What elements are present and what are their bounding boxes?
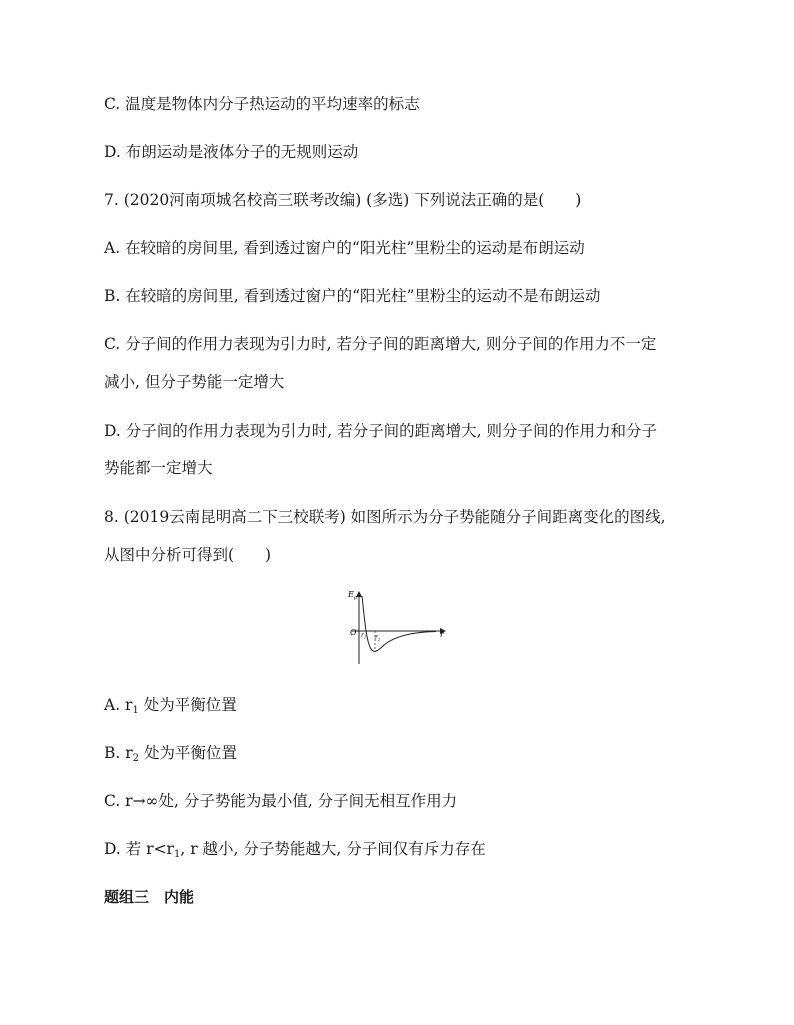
y-axis-label: $E_p$: [348, 590, 358, 601]
option-7c-line1: C. 分子间的作用力表现为引力时, 若分子间的距离增大, 则分子间的作用力不一定: [104, 335, 657, 353]
option-6d: D. 布朗运动是液体分子的无规则运动: [104, 143, 359, 161]
option-7d-line2: 势能都一定增大: [104, 459, 213, 477]
option-7d-line1: D. 分子间的作用力表现为引力时, 若分子间的距离增大, 则分子间的作用力和分子: [104, 422, 657, 440]
question-7-stem: 7. (2020河南项城名校高三联考改编) (多选) 下列说法正确的是( ): [104, 191, 582, 209]
option-7c-line2: 减小, 但分子势能一定增大: [104, 373, 285, 391]
option-8a: A. r1 处为平衡位置: [104, 696, 237, 716]
option-7b: B. 在较暗的房间里, 看到透过窗户的“阳光柱”里粉尘的运动不是布朗运动: [104, 287, 601, 305]
r1-label: $r_1$: [361, 632, 367, 640]
potential-energy-figure: [340, 584, 460, 670]
question-8-stem-line1: 8. (2019云南昆明高二下三校联考) 如图所示为分子势能随分子间距离变化的图线,: [104, 508, 666, 526]
question-8-stem-line2: 从图中分析可得到( ): [104, 546, 272, 564]
section-heading: 题组三 内能: [104, 888, 195, 906]
option-8d: D. 若 r<r1, r 越小, 分子势能越大, 分子间仅有斥力存在: [104, 840, 486, 860]
option-8c: C. r→∞处, 分子势能为最小值, 分子间无相互作用力: [104, 792, 458, 810]
option-8b: B. r2 处为平衡位置: [104, 744, 237, 764]
potential-curve: [362, 596, 436, 651]
origin-label: O: [350, 628, 357, 637]
r2-label: $r_2$: [375, 634, 381, 642]
option-6c: C. 温度是物体内分子热运动的平均速率的标志: [104, 95, 420, 113]
option-7a: A. 在较暗的房间里, 看到透过窗户的“阳光柱”里粉尘的运动是布朗运动: [104, 239, 585, 257]
x-axis-label: r: [440, 630, 444, 639]
